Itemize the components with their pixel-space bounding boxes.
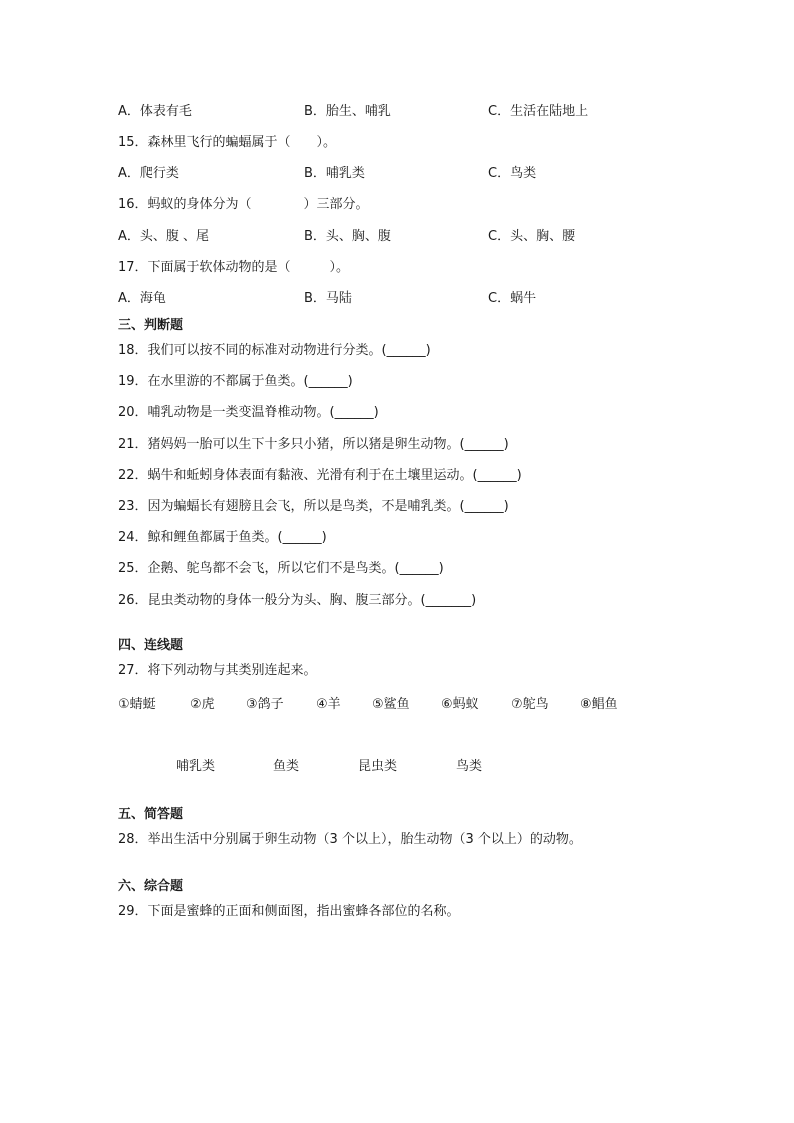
- category-insect: 昆虫类: [358, 759, 398, 774]
- animal-item: ⑧鲳鱼: [580, 697, 618, 712]
- animal-item: ③鸽子: [246, 697, 284, 712]
- q21-text: 21．猪妈妈一胎可以生下十多只小猪，所以猪是卵生动物。(______): [118, 437, 509, 452]
- q17-text: 17．下面属于软体动物的是（ ）。: [118, 260, 350, 275]
- animal-item: ②虎: [190, 697, 215, 712]
- q28-text: 28．举出生活中分别属于卵生动物（3 个以上），胎生动物（3 个以上）的动物。: [118, 832, 582, 847]
- q15-text: 15．森林里飞行的蝙蝠属于（ ）。: [118, 135, 337, 150]
- section4-heading: 四、连线题: [118, 638, 184, 653]
- q17-option-b: B．马陆: [304, 291, 352, 306]
- q14-option-c: C．生活在陆地上: [488, 104, 589, 119]
- category-fish: 鱼类: [273, 759, 300, 774]
- animal-item: ①蜻蜓: [118, 697, 156, 712]
- q27-text: 27．将下列动物与其类别连起来。: [118, 663, 317, 678]
- section5-heading: 五、简答题: [118, 807, 184, 822]
- animal-item: ⑦鸵鸟: [511, 697, 549, 712]
- q25-text: 25．企鹅、鸵鸟都不会飞，所以它们不是鸟类。(______): [118, 561, 444, 576]
- q16-option-b: B．头、胸、腹: [304, 229, 391, 244]
- section6-heading: 六、综合题: [118, 879, 184, 894]
- q19-text: 19．在水里游的不都属于鱼类。(______): [118, 374, 353, 389]
- q29-text: 29．下面是蜜蜂的正面和侧面图，指出蜜蜂各部位的名称。: [118, 904, 460, 919]
- q18-text: 18．我们可以按不同的标准对动物进行分类。(______): [118, 343, 431, 358]
- category-bird: 鸟类: [456, 759, 483, 774]
- q26-text: 26．昆虫类动物的身体一般分为头、胸、腹三部分。(_______): [118, 593, 477, 608]
- q14-option-a: A．体表有毛: [118, 104, 192, 119]
- q15-option-b: B．哺乳类: [304, 166, 365, 181]
- animal-item: ④羊: [316, 697, 341, 712]
- category-mammal: 哺乳类: [176, 759, 216, 774]
- q17-option-c: C．蜗牛: [488, 291, 537, 306]
- q24-text: 24．鲸和鲤鱼都属于鱼类。(______): [118, 530, 327, 545]
- q16-text: 16．蚂蚁的身体分为（ ）三部分。: [118, 197, 369, 212]
- q23-text: 23．因为蝙蝠长有翅膀且会飞，所以是鸟类，不是哺乳类。(______): [118, 499, 509, 514]
- animal-item: ⑤鲨鱼: [372, 697, 410, 712]
- animal-item: ⑥蚂蚁: [441, 697, 479, 712]
- q16-option-a: A．头、腹 、尾: [118, 229, 210, 244]
- q22-text: 22．蜗牛和蚯蚓身体表面有黏液、光滑有利于在土壤里运动。(______): [118, 468, 522, 483]
- q14-option-b: B．胎生、哺乳: [304, 104, 391, 119]
- q15-option-c: C．鸟类: [488, 166, 537, 181]
- q16-option-c: C．头、胸、腰: [488, 229, 576, 244]
- q15-option-a: A．爬行类: [118, 166, 179, 181]
- q17-option-a: A．海龟: [118, 291, 166, 306]
- section3-heading: 三、判断题: [118, 318, 184, 333]
- q20-text: 20．哺乳动物是一类变温脊椎动物。(______): [118, 405, 379, 420]
